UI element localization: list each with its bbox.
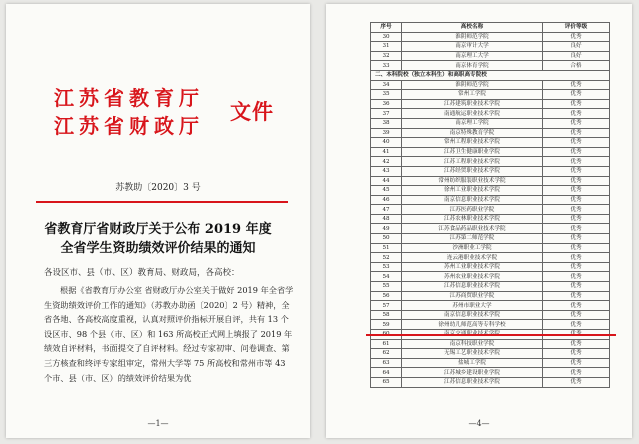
cell-grade: 优秀 <box>543 176 610 186</box>
cell-number: 58 <box>371 310 402 320</box>
cell-school-name: 无锡工艺职业技术学院 <box>402 349 543 359</box>
cell-school-name: 盐城工学院 <box>402 358 543 368</box>
table-row <box>371 368 610 378</box>
table-row <box>371 157 610 167</box>
cell-number: 43 <box>371 166 402 176</box>
cell-grade: 优秀 <box>543 128 610 138</box>
cell-grade: 优秀 <box>543 99 610 109</box>
table-row <box>371 42 610 52</box>
cell-grade: 优秀 <box>543 109 610 119</box>
cell-school-name: 江苏城乡建设职业学院 <box>402 368 543 378</box>
red-header <box>54 84 274 140</box>
cell-school-name: 常州工程职业技术学院 <box>402 138 543 148</box>
notice-title-line2: 全省学生资助绩效评价结果的通知 <box>60 241 256 256</box>
table-row <box>371 282 610 292</box>
cell-number: 46 <box>371 195 402 205</box>
cell-school-name: 江苏信息职业技术学院 <box>402 377 543 387</box>
cell-number: 39 <box>371 128 402 138</box>
cell-grade: 优秀 <box>543 90 610 100</box>
table-row <box>371 224 610 234</box>
cell-grade: 优秀 <box>543 118 610 128</box>
table-row <box>371 99 610 109</box>
cell-school-name: 江苏第二师范学院 <box>402 234 543 244</box>
table-row <box>371 51 610 61</box>
cell-number: 48 <box>371 214 402 224</box>
cell-school-name: 苏州农业职业技术学院 <box>402 272 543 282</box>
cell-school-name: 南京信息职业技术学院 <box>402 195 543 205</box>
cell-grade: 优秀 <box>543 377 610 387</box>
cell-number: 49 <box>371 224 402 234</box>
header-suffix: 文件 <box>230 99 274 124</box>
cell-number: 57 <box>371 301 402 311</box>
cell-number: 30 <box>371 32 402 42</box>
table-row <box>371 291 610 301</box>
cell-school-name: 淮阴师范学院 <box>402 80 543 90</box>
cell-number: 63 <box>371 358 402 368</box>
cell-number: 61 <box>371 339 402 349</box>
table-row <box>371 109 610 119</box>
table-row <box>371 138 610 148</box>
column-header-school: 高校名称 <box>402 23 543 33</box>
table-row <box>371 195 610 205</box>
cell-number: 37 <box>371 109 402 119</box>
table-row <box>371 272 610 282</box>
cell-number: 55 <box>371 282 402 292</box>
cell-number: 50 <box>371 234 402 244</box>
cell-school-name: 苏州市职业大学 <box>402 301 543 311</box>
cell-number: 62 <box>371 349 402 359</box>
cell-school-name: 连云港职业技术学院 <box>402 253 543 263</box>
table-row <box>371 118 610 128</box>
cell-grade: 良好 <box>543 51 610 61</box>
cell-grade: 优秀 <box>543 243 610 253</box>
document-number: 苏教助〔2020〕3 号 <box>115 183 201 193</box>
table-row <box>371 214 610 224</box>
cell-grade: 合格 <box>543 61 610 71</box>
cell-grade: 优秀 <box>543 224 610 234</box>
cell-grade: 优秀 <box>543 253 610 263</box>
cell-school-name: 江苏卫生健康职业学院 <box>402 147 543 157</box>
header-line-finance: 江苏省财政厅 <box>54 114 204 138</box>
cell-grade: 优秀 <box>543 339 610 349</box>
cell-school-name: 南京信息职业技术学院 <box>402 310 543 320</box>
cell-grade: 优秀 <box>543 166 610 176</box>
cell-grade: 优秀 <box>543 272 610 282</box>
cell-school-name: 江苏建筑职业技术学院 <box>402 99 543 109</box>
cell-grade: 优秀 <box>543 310 610 320</box>
cell-school-name: 南京特殊教育学院 <box>402 128 543 138</box>
cell-number: 51 <box>371 243 402 253</box>
cell-grade: 优秀 <box>543 147 610 157</box>
cell-grade: 良好 <box>543 42 610 52</box>
notice-title-line1: 省教育厅省财政厅关于公布 2019 年度 <box>44 222 272 237</box>
table-row <box>371 147 610 157</box>
cell-number: 47 <box>371 205 402 215</box>
notice-title <box>6 220 310 258</box>
cell-school-name: 常州纺织服装职业技术学院 <box>402 176 543 186</box>
cell-number: 33 <box>371 61 402 71</box>
column-header-grade: 评价等级 <box>543 23 610 33</box>
table-row <box>371 61 610 71</box>
cell-number: 56 <box>371 291 402 301</box>
cell-number: 41 <box>371 147 402 157</box>
table-row <box>371 243 610 253</box>
table-row <box>371 166 610 176</box>
cell-school-name: 沙洲职业工学院 <box>402 243 543 253</box>
cell-grade: 优秀 <box>543 368 610 378</box>
highlight-underline <box>366 334 616 336</box>
cell-number: 31 <box>371 42 402 52</box>
cell-school-name: 南通航运职业技术学院 <box>402 109 543 119</box>
cell-school-name: 徐州幼儿师范高等专科学校 <box>402 320 543 330</box>
cell-school-name: 常州工学院 <box>402 90 543 100</box>
cell-grade: 优秀 <box>543 32 610 42</box>
table-row <box>371 80 610 90</box>
cell-grade: 优秀 <box>543 320 610 330</box>
cell-number: 59 <box>371 320 402 330</box>
table-row <box>371 339 610 349</box>
cell-grade: 优秀 <box>543 291 610 301</box>
cell-number: 53 <box>371 262 402 272</box>
cell-number: 38 <box>371 118 402 128</box>
cell-number: 40 <box>371 138 402 148</box>
cell-grade: 优秀 <box>543 214 610 224</box>
cell-number: 65 <box>371 377 402 387</box>
cell-grade: 优秀 <box>543 138 610 148</box>
cell-school-name: 江苏农林职业技术学院 <box>402 214 543 224</box>
cell-school-name: 江苏医药职业学院 <box>402 205 543 215</box>
page-number-right: —4— <box>468 419 490 428</box>
table-row <box>371 320 610 330</box>
table-row <box>371 176 610 186</box>
cell-school-name: 淮阴师范学院 <box>402 32 543 42</box>
cell-school-name: 南京科技职业学院 <box>402 339 543 349</box>
cell-number: 36 <box>371 99 402 109</box>
cell-number: 45 <box>371 186 402 196</box>
cell-number: 42 <box>371 157 402 167</box>
cell-number: 64 <box>371 368 402 378</box>
cell-school-name: 江苏经贸职业技术学院 <box>402 166 543 176</box>
section-title: 二、本科院校（独立本科生）和高职高专院校 <box>371 70 610 80</box>
cell-school-name: 徐州工业职业技术学院 <box>402 186 543 196</box>
table-row <box>371 358 610 368</box>
cell-school-name: 南京审计大学 <box>402 42 543 52</box>
table-row <box>371 262 610 272</box>
header-line-education: 江苏省教育厅 <box>54 86 204 110</box>
cell-school-name: 苏州工业职业技术学院 <box>402 262 543 272</box>
evaluation-table <box>370 22 610 388</box>
cell-grade: 优秀 <box>543 301 610 311</box>
cell-grade: 优秀 <box>543 262 610 272</box>
cell-school-name: 江苏食品药品职业技术学院 <box>402 224 543 234</box>
document-page-left <box>6 4 310 438</box>
cell-grade: 优秀 <box>543 157 610 167</box>
section-row <box>371 70 610 80</box>
body-paragraph: 根据《省教育厅办公室 省财政厅办公室关于做好 2019 年全省学生资助绩效评价工作的通知》（苏教办助函〔2020〕2 号）精神，全省各地、各高校高度重视，认真对照评价指标开展自评，共有 13 个设区市、98 个县（市、区）和 163 所高校正式网上填报了 2019 年绩效自评材料，书面提交了自评材料。经过专家初审、问卷调查、第三方核查和终评专家组审定，常州大学等 75 所高校和常州市等 43 个市、县（市、区）的绩效评价结果为优 <box>44 285 294 383</box>
document-page-right <box>326 4 632 438</box>
table-row <box>371 128 610 138</box>
table-row <box>371 186 610 196</box>
cell-grade: 优秀 <box>543 195 610 205</box>
column-header-number: 序号 <box>371 23 402 33</box>
cell-grade: 优秀 <box>543 282 610 292</box>
cell-school-name: 南京理工学院 <box>402 118 543 128</box>
cell-grade: 优秀 <box>543 349 610 359</box>
cell-grade: 优秀 <box>543 186 610 196</box>
page-number-left: —1— <box>147 419 169 428</box>
table-row <box>371 234 610 244</box>
table-row <box>371 377 610 387</box>
table-row <box>371 253 610 263</box>
table-row <box>371 90 610 100</box>
cell-number: 35 <box>371 90 402 100</box>
cell-number: 52 <box>371 253 402 263</box>
cell-school-name: 南京体育学院 <box>402 61 543 71</box>
salutation: 各设区市、县（市、区）教育局、财政局，各高校： <box>44 268 240 278</box>
cell-grade: 优秀 <box>543 358 610 368</box>
cell-grade: 优秀 <box>543 205 610 215</box>
cell-school-name: 江苏信息职业技术学院 <box>402 282 543 292</box>
table-header-row <box>371 23 610 33</box>
table-row <box>371 32 610 42</box>
cell-grade: 优秀 <box>543 80 610 90</box>
table-row <box>371 205 610 215</box>
cell-school-name: 江苏工程职业技术学院 <box>402 157 543 167</box>
cell-number: 34 <box>371 80 402 90</box>
cell-grade: 优秀 <box>543 234 610 244</box>
cell-school-name: 江苏商贸职业学院 <box>402 291 543 301</box>
cell-number: 54 <box>371 272 402 282</box>
table-row <box>371 349 610 359</box>
cell-school-name: 南京理工大学 <box>402 51 543 61</box>
table-row <box>371 310 610 320</box>
cell-number: 32 <box>371 51 402 61</box>
table-row <box>371 301 610 311</box>
cell-number: 44 <box>371 176 402 186</box>
red-divider <box>36 201 288 203</box>
